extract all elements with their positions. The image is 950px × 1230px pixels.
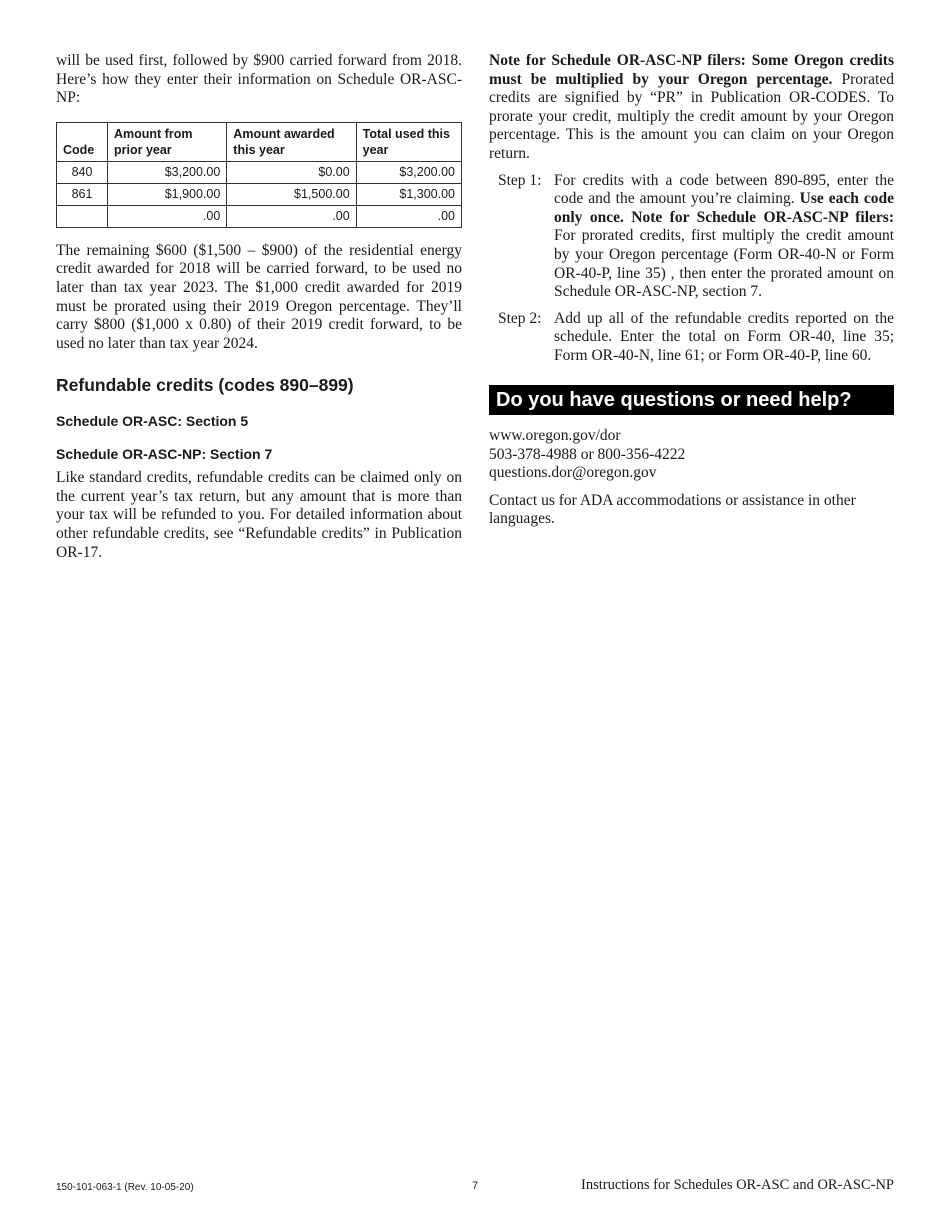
ada-paragraph: Contact us for ADA accommodations or assistance in other languages. xyxy=(489,491,856,528)
credits-table xyxy=(56,122,462,228)
remaining-credit-paragraph: The remaining $600 ($1,500 – $900) of the residential energy credit awarded for 2018 will be carried forward, to be used no later than tax year 2023. The $1,000 credit awarded for 2019 must be prorated using their 2019 Oregon percentage. They’ll carry $800 ($1,000 x 0.80) of their 2019 credit forward, to be used no later than tax year 2024. xyxy=(56,241,462,352)
step-2-label: Step 2: xyxy=(498,309,542,327)
table-row xyxy=(57,161,462,183)
table-cell: .00 xyxy=(227,205,356,227)
table-cell: $3,200.00 xyxy=(356,161,461,183)
schedule-asc-subheading: Schedule OR-ASC: Section 5 xyxy=(56,412,249,429)
table-cell: $1,500.00 xyxy=(227,183,356,205)
email-link[interactable]: questions.dor@oregon.gov xyxy=(489,464,657,482)
table-cell: $0.00 xyxy=(227,161,356,183)
step-1-text-bold: Use each code only once. Note for Schedule OR-ASC-NP filers: xyxy=(554,190,894,226)
step-2 xyxy=(489,310,894,366)
contact-block xyxy=(489,427,894,483)
left-column xyxy=(56,52,462,562)
form-number: 150-101-063-1 (Rev. 10-05-20) xyxy=(56,1182,194,1193)
refundable-credits-paragraph: Like standard credits, refundable credits can be claimed only on the current year’s tax return, but any amount that is more than your tax will be refunded to you. For detailed information about other refundable credits, see “Refundable credits” in Publication OR-17. xyxy=(56,469,462,561)
step-1-text xyxy=(554,172,894,302)
table-cell xyxy=(57,205,108,227)
step-1-text-b: For prorated credits, first multiply the credit amount by your Oregon percentage (Form OR-40-N or Form OR-40-P, line 35) , then enter the prorated amount on Schedule OR-ASC-NP, section 7. xyxy=(554,227,894,301)
table-row xyxy=(57,205,462,227)
table-header-code: Code xyxy=(57,122,108,161)
table-header-prior: Amount from prior year xyxy=(108,122,227,161)
schedule-ascnp-subheading: Schedule OR-ASC-NP: Section 7 xyxy=(56,445,273,462)
table-cell: $1,900.00 xyxy=(108,183,227,205)
step-1 xyxy=(489,172,894,302)
prorate-note-bold: Note for Schedule OR-ASC-NP filers: Some Oregon credits must be multiplied by your Oregon percentage. xyxy=(489,52,894,88)
step-1-label: Step 1: xyxy=(498,171,542,189)
phone-numbers: 503-378-4988 or 800-356-4222 xyxy=(489,445,686,463)
prorate-note-paragraph xyxy=(489,52,894,164)
table-cell: 840 xyxy=(57,161,108,183)
table-cell: .00 xyxy=(108,205,227,227)
step-2-text: Add up all of the refundable credits reported on the schedule. Enter the total on Form OR-40, line 35; Form OR-40-N, line 61; or Form OR-40-P, line 60. xyxy=(554,309,894,364)
table-cell: $1,300.00 xyxy=(356,183,461,205)
table-cell: .00 xyxy=(356,205,461,227)
footer-title: Instructions for Schedules OR-ASC and OR-ASC-NP xyxy=(581,1177,894,1193)
table-header-awarded: Amount awarded this year xyxy=(227,122,356,161)
help-heading-banner: Do you have questions or need help? xyxy=(489,385,894,416)
table-header-total: Total used this year xyxy=(356,122,461,161)
table-row xyxy=(57,183,462,205)
table-cell: $3,200.00 xyxy=(108,161,227,183)
right-column xyxy=(489,52,894,529)
table-header-row xyxy=(57,122,462,161)
step-1-text-a: For credits with a code between 890-895, enter the code and the amount you’re claiming. xyxy=(554,171,894,208)
table-cell: 861 xyxy=(57,183,108,205)
intro-paragraph: will be used first, followed by $900 carried forward from 2018. Here’s how they enter their information on Schedule OR-ASC-NP: xyxy=(56,52,462,107)
prorate-note-text: Prorated credits are signified by “PR” in Publication OR-CODES. To prorate your credit, multiply the credit amount by your Oregon percentage. This is the amount you can claim on your Oregon return. xyxy=(489,70,894,162)
page-number: 7 xyxy=(471,1180,479,1192)
website-link[interactable]: www.oregon.gov/dor xyxy=(489,427,621,445)
refundable-credits-heading: Refundable credits (codes 890–899) xyxy=(56,375,354,396)
